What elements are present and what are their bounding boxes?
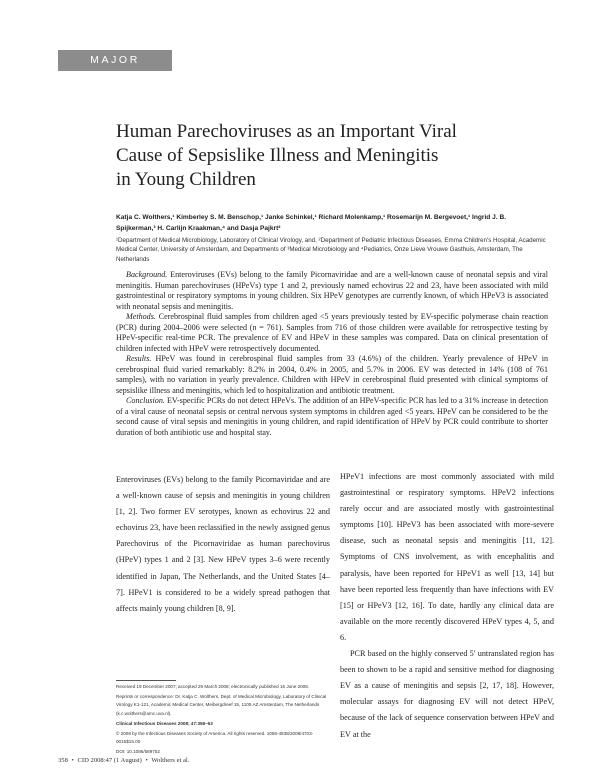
abstract-background	[116, 270, 548, 312]
conclusion-label: Conclusion.	[126, 396, 165, 405]
methods-label: Methods.	[126, 312, 156, 321]
footer-separator: •	[145, 757, 148, 764]
body-column-right	[340, 469, 554, 743]
author-list: Katja C. Wolthers,¹ Kimberley S. M. Benschop,¹ Janke Schinkel,¹ Richard Molenkamp,¹ Rosemarijn M. Bergevoet,¹ Ingrid J. B. Spijkerman,³ H. Carlijn Kraakman,⁴ and Dasja Pajkrt²	[116, 214, 507, 232]
body-column-left	[116, 472, 330, 617]
footnote-divider	[116, 680, 176, 681]
footer-separator: •	[71, 757, 74, 764]
body-paragraph: HPeV1 infections are most commonly associated with mild gastrointestinal or respiratory symptoms. HPeV2 infections rarely occur and are associated mostly with gastrointestinal symptoms [10]. HPeV3 has been associated with more-severe disease, such as neonatal sepsis and meningitis [11, 12]. Symptoms of CNS involvement, as with encephalitis and paralysis, have been reported for HPeV1 as well [13, 14] but have been reported less frequently than have infections with EV [15] or HPeV3 [12, 16]. To date, hardly any clinical data are available on the more recently discovered HPeV types 4, 5, and 6.	[340, 472, 554, 642]
abstract-results	[116, 354, 548, 396]
background-text: Enteroviruses (EVs) belong to the family Picornaviridae and are a well-known cause of neonatal sepsis and viral meningitis. Human parechoviruses (HPeVs) type 1 and 2, previously named echovirus 22 and 23, have been associated with mild gastrointestinal or respiratory symptoms in young children. Six HPeV genotypes are currently known, of which HPeV3 is associated with neonatal sepsis and meningitis.	[116, 270, 548, 311]
conclusion-text: EV-specific PCRs do not detect HPeVs. The addition of an HPeV-specific PCR has led to a 31% increase in detection of a viral cause of neonatal sepsis or central nervous system symptoms in children aged <5 years. HPeV can be considered to be the second cause of viral sepsis and meningitis in young children, and rapid identification of HPeV by PCR could contribute to shorter duration of both antibiotic use and hospital stay.	[116, 396, 548, 437]
results-label: Results.	[126, 354, 152, 363]
title-line: in Young Children	[116, 169, 256, 190]
body-paragraph: PCR based on the highly conserved 5′ untranslated region has been to shown to be a rapid and sensitive method for diagnosing EV as a cause of meningitis and sepsis [2, 17, 18]. However, molecular assays for diagnosing EV will not detect HPeV, because of the lack of sequence conservation between HPeV and EV at the	[340, 649, 554, 739]
article-type-banner: MAJOR ARTICLE	[58, 50, 172, 71]
footer-journal: CID 2008:47 (1 August)	[77, 757, 142, 764]
title-line: Human Parechoviruses as an Important Viral	[116, 121, 457, 142]
footer-authors: Wolthers et al.	[151, 757, 190, 764]
journal-citation: Clinical Infectious Diseases 2008; 47:358–63	[116, 720, 213, 726]
article-title	[116, 120, 536, 192]
received-dates: Received 19 December 2007; accepted 29 March 2008; electronically published 16 June 2008.	[116, 684, 310, 689]
results-text: HPeV was found in cerebrospinal fluid samples from 33 (4.6%) of the children. Yearly prevalence of HPeV in cerebrospinal fluid varied remarkably: 8.2% in 2004, 0.4% in 2005, and 5.7% in 2006. EV was detected in 14% (108 of 761 samples), with no variation in yearly prevalence. Children with HPeV in cerebrospinal fluid presented with clinical symptoms of sepsislike illness and meningitis, which led to hospitalization and antibiotic treatment.	[116, 354, 548, 395]
abstract	[116, 270, 548, 438]
title-line: Cause of Sepsislike Illness and Meningitis	[116, 145, 439, 166]
page-footer	[58, 757, 358, 764]
methods-text: Cerebrospinal fluid samples from children aged <5 years previously tested by EV-specific polymerase chain reaction (PCR) during 2004–2006 were selected (n = 761). Samples from 716 of those children were available for retrospective testing by HPeV-specific real-time PCR. The prevalence of EV and HPeV in these samples was compared. Data on clinical presentation of children infected with HPeV were retrospectively documented.	[116, 312, 548, 353]
correspondence: Reprints or correspondence: Dr. Katja C. Wolthers, Dept. of Medical Microbiology, Laboratory of Clinical Virology K1-121, Academic Medical Center, Meibergdreef 15, 1105 AZ Amsterdam, The Netherlands (k.c.wolthers@amc.uva.nl).	[116, 694, 327, 716]
doi: DOI: 10.1086/589752	[116, 749, 160, 755]
copyright: © 2008 by the Infectious Diseases Society of America. All rights reserved. 1058-4838/2008/4703-0015$15.00	[116, 730, 314, 745]
page-number: 358	[58, 757, 68, 764]
article-footnotes	[116, 683, 330, 758]
background-label: Background.	[126, 270, 168, 279]
abstract-conclusion	[116, 396, 548, 438]
abstract-methods	[116, 312, 548, 354]
body-paragraph: Enteroviruses (EVs) belong to the family Picornaviridae and are a well-known cause of sepsis and meningitis in young children [1, 2]. Two former EV serotypes, known as echovirus 22 and echovirus 23, have been reclassified in the newly assigned genus Parechovirus of the Picornaviridae as human parechovirus (HPeV) types 1 and 2 [3]. New HPeV types 3–6 were recently identified in Japan, The Netherlands, and the United States [4–7]. HPeV1 is considered to be a widely spread pathogen that affects mainly young children [8, 9].	[116, 475, 330, 613]
affiliations: ¹Department of Medical Microbiology, Laboratory of Clinical Virology, and, ²Department of Pediatric Infectious Diseases, Emma Children's Hospital, Academic Medical Center, University of Amsterdam, and Departments of ³Medical Microbiology and ⁴Pediatrics, Onze Lieve Vrouwe Gasthuis, Amsterdam, The Netherlands	[116, 237, 546, 263]
